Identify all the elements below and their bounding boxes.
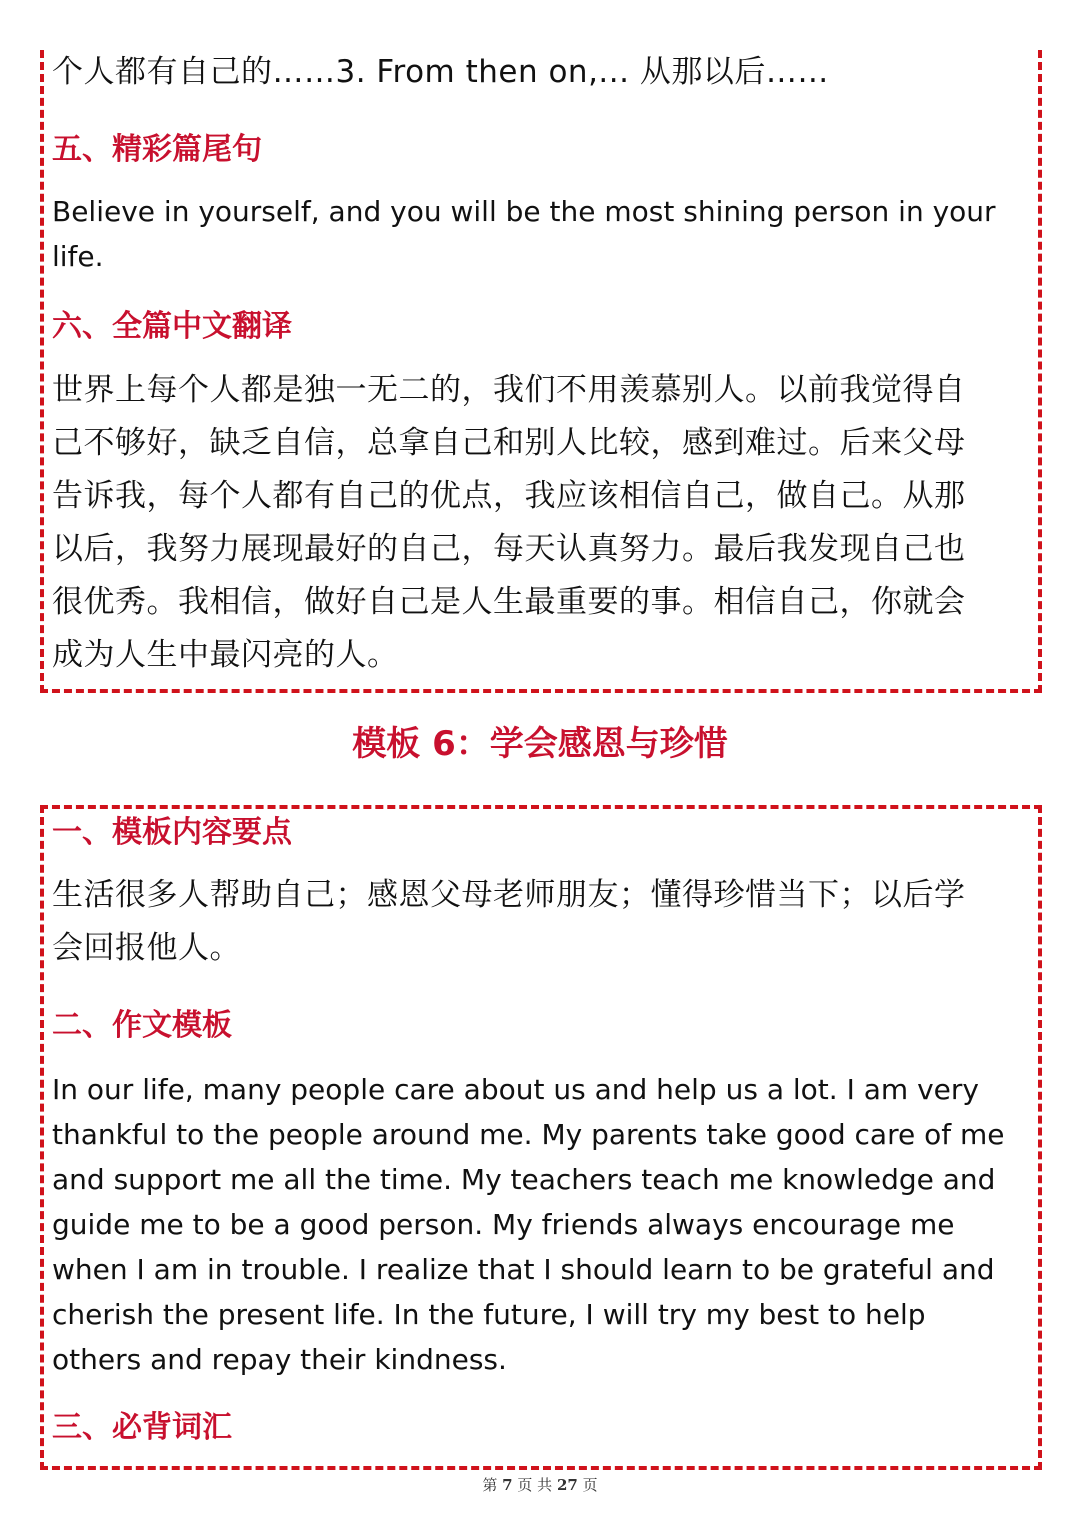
section6-heading: 六、全篇中文翻译 <box>52 309 292 344</box>
page-footer <box>0 1474 1080 1495</box>
essay-line: cherish the present life. In the future, I will try my best to help <box>52 1298 926 1331</box>
template-title: 模板 6：学会感恩与珍惜 <box>352 724 728 764</box>
essay-line: when I am in trouble. I realize that I should learn to be grateful and <box>52 1253 995 1286</box>
section3-heading: 三、必背词汇 <box>52 1410 232 1445</box>
translation-line: 世界上每个人都是独一无二的，我们不用羡慕别人。以前我觉得自 <box>52 372 966 408</box>
essay-line: and support me all the time. My teachers teach me knowledge and <box>52 1163 996 1196</box>
translation-line: 很优秀。我相信，做好自己是人生最重要的事。相信自己，你就会 <box>52 584 966 620</box>
continued-text-line: 个人都有自己的……3. From then on,... 从那以后…… <box>52 54 829 90</box>
footer-suffix: 页 <box>582 1476 598 1494</box>
section1-heading: 一、模板内容要点 <box>52 815 292 850</box>
key-points-line: 会回报他人。 <box>52 930 241 966</box>
essay-line: In our life, many people care about us and help us a lot. I am very <box>52 1073 979 1106</box>
section2-heading: 二、作文模板 <box>52 1008 232 1043</box>
key-points-line: 生活很多人帮助自己；感恩父母老师朋友；懂得珍惜当下；以后学 <box>52 877 966 913</box>
footer-prefix: 第 <box>482 1476 498 1494</box>
section5-text: Believe in yourself, and you will be the most shining person in your life. <box>52 195 996 273</box>
essay-line: thankful to the people around me. My parents take good care of me <box>52 1118 1005 1151</box>
translation-line: 己不够好，缺乏自信，总拿自己和别人比较，感到难过。后来父母 <box>52 425 966 461</box>
translation-line: 成为人生中最闪亮的人。 <box>52 637 399 673</box>
translation-line: 告诉我，每个人都有自己的优点，我应该相信自己，做自己。从那 <box>52 478 966 514</box>
footer-page-number: 7 <box>502 1476 513 1494</box>
essay-line: others and repay their kindness. <box>52 1343 507 1376</box>
footer-total-pages: 27 <box>556 1476 578 1494</box>
essay-line: guide me to be a good person. My friends always encourage me <box>52 1208 955 1241</box>
footer-middle: 页 共 <box>517 1476 553 1494</box>
translation-line: 以后，我努力展现最好的自己，每天认真努力。最后我发现自己也 <box>52 531 966 567</box>
section5-heading: 五、精彩篇尾句 <box>52 132 262 167</box>
